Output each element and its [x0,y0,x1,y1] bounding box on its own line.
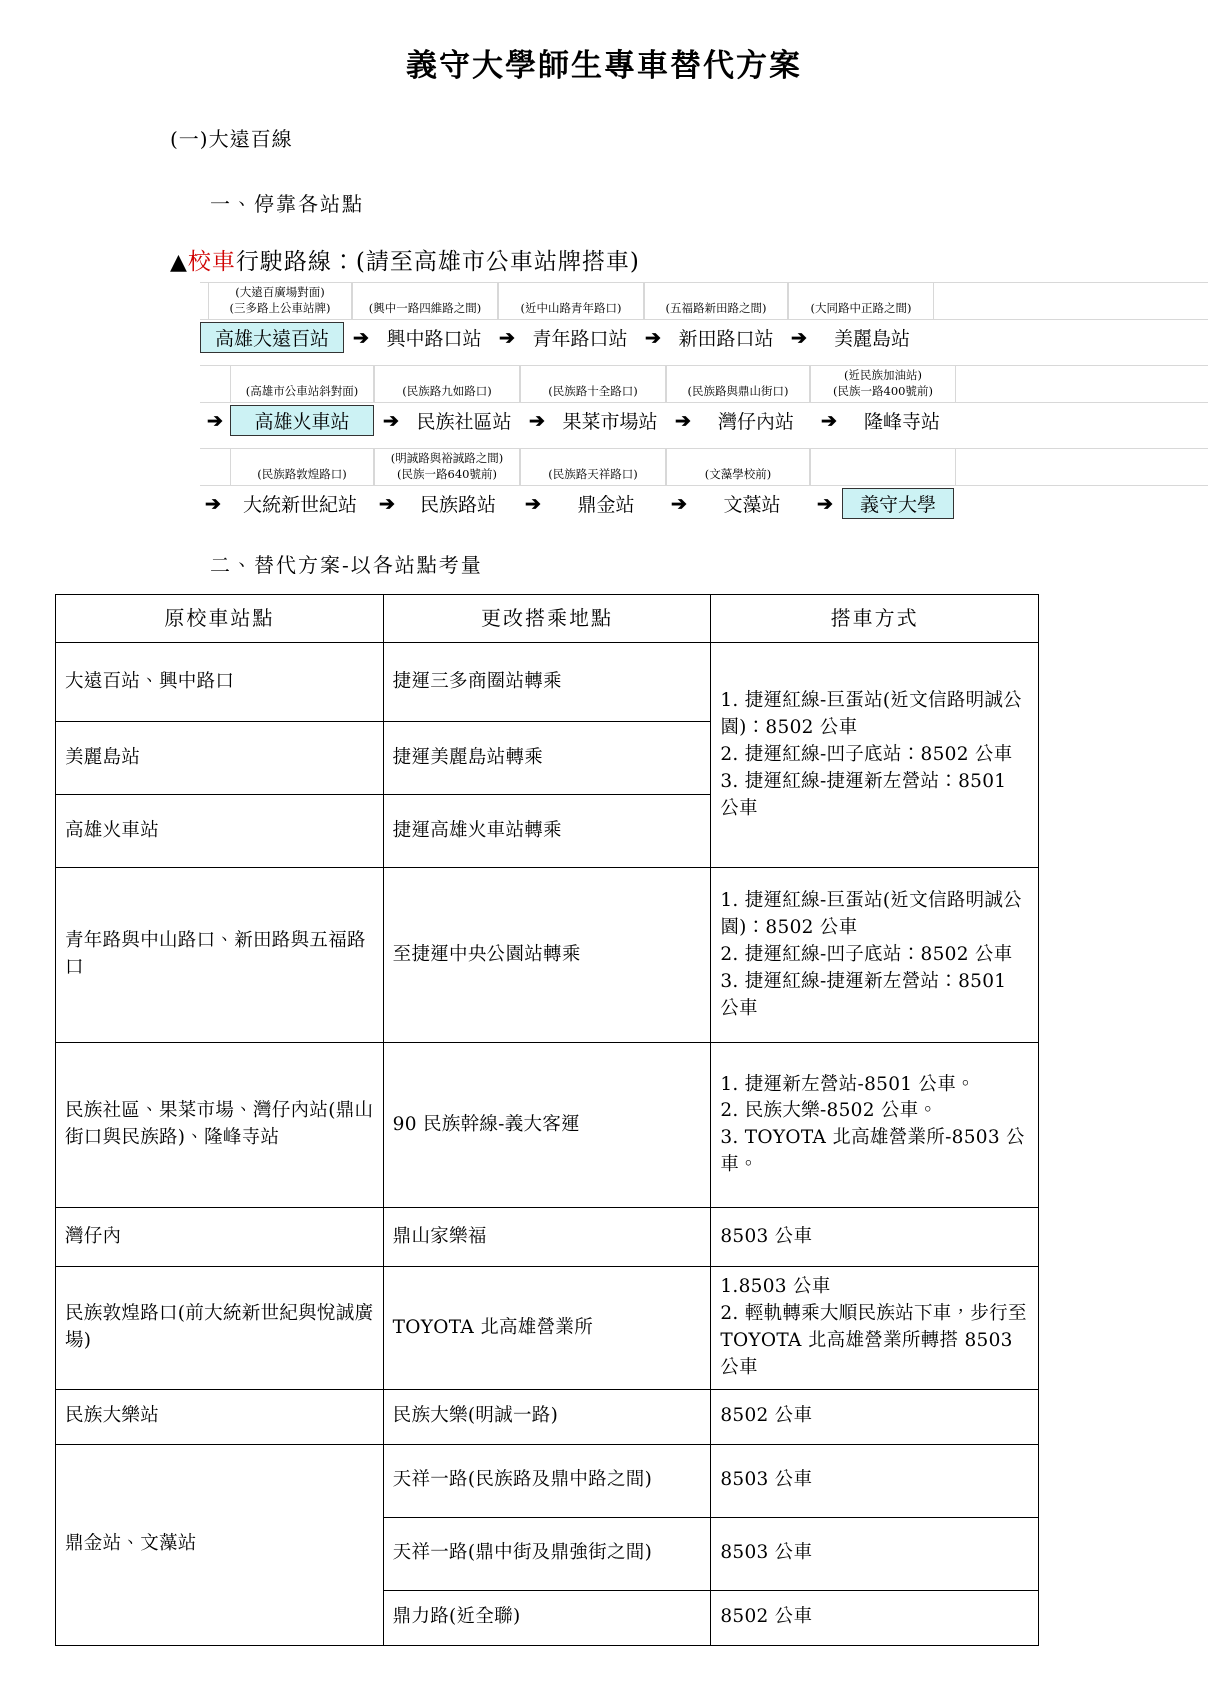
table-row [56,1208,1039,1267]
route-row [200,282,1208,353]
cell-method [711,1267,1039,1389]
method-item: 1.8503 公車 [720,1276,831,1298]
route-arrow-icon: ➔ [499,326,515,349]
route-note: (近民族加油站) (民族一路400號前) [810,366,956,402]
route-arrow-icon: ➔ [525,492,541,515]
route-note: (民族路與鼎山街口) [666,366,810,402]
route-note [810,449,956,485]
route-note: (大遠百廣場對面) (三多路上公車站牌) [208,283,352,319]
column-header-method: 搭車方式 [711,595,1039,643]
method-item: 2. 捷運紅線-凹子底站：8502 公車 [720,943,1013,965]
route-station: 美麗島站 [833,328,910,351]
route-lead-arrow-icon: ➔ [205,492,221,515]
route-station: 青年路口站 [532,328,628,351]
cell-origin: 大遠百站、興中路口 [56,643,384,722]
method-item: 8503 公車 [720,1225,813,1247]
method-item: 3. TOYOTA 北高雄營業所-8503 公車。 [720,1127,1025,1176]
route-station: 高雄火車站 [230,405,374,436]
method-list [720,1224,1029,1251]
cell-change: 天祥一路(鼎中街及鼎強街之間) [383,1517,711,1590]
table-row [56,1444,1039,1517]
method-list [720,688,1029,822]
route-notes [200,282,1208,320]
route-note: (民族路十全路口) [520,366,666,402]
route-stations [200,405,1208,436]
method-item: 1. 捷運紅線-巨蛋站(近文信路明誠公園)：8502 公車 [720,890,1023,939]
table-header-row [56,595,1039,643]
route-notes [200,365,1208,403]
alternative-plan-table [55,594,1039,1645]
cell-method [711,868,1039,1043]
route-note: (民族路天祥路口) [520,449,666,485]
route-station: 文藻站 [723,494,781,517]
cell-origin: 鼎金站、文藻站 [56,1444,384,1645]
method-item: 1. 捷運新左營站-8501 公車。 [720,1073,975,1095]
column-header-origin: 原校車站點 [56,595,384,643]
route-notes [200,448,1208,486]
cell-method [711,1208,1039,1267]
route-station: 灣仔內站 [717,411,794,434]
cell-origin: 灣仔內 [56,1208,384,1267]
method-item: 8503 公車 [720,1542,813,1564]
route-arrow-icon: ➔ [383,409,399,432]
cell-change: 捷運高雄火車站轉乘 [383,795,711,868]
route-note: (民族路九如路口) [374,366,520,402]
cell-change: 民族大樂(明誠一路) [383,1389,711,1444]
route-row [200,448,1208,519]
method-list [720,1072,1029,1179]
cell-method [711,1444,1039,1517]
table-row [56,1043,1039,1208]
cell-change: 90 民族幹線-義大客運 [383,1043,711,1208]
cell-method [711,643,1039,868]
route-note: (高雄市公車站斜對面) [230,366,374,402]
cell-origin: 高雄火車站 [56,795,384,868]
route-lead-arrow-icon: ➔ [207,409,223,432]
cell-origin: 民族大樂站 [56,1389,384,1444]
method-item: 1. 捷運紅線-巨蛋站(近文信路明誠公園)：8502 公車 [720,690,1023,739]
cell-change: TOYOTA 北高雄營業所 [383,1267,711,1389]
cell-origin: 青年路與中山路口、新田路與五福路口 [56,868,384,1043]
method-item: 8502 公車 [720,1606,813,1628]
route-arrow-icon: ➔ [379,492,395,515]
method-item: 8503 公車 [720,1469,813,1491]
route-note: (大同路中正路之間) [788,283,934,319]
route-diagram [200,282,1208,519]
triangle-bullet-icon: ▲ [170,250,188,276]
cell-method [711,1389,1039,1444]
route-station: 義守大學 [842,488,954,519]
section-heading-two: 二、替代方案-以各站點考量 [210,553,483,578]
cell-change: 鼎山家樂福 [383,1208,711,1267]
route-note: (明誠路與裕誠路之間) (民族一路640號前) [374,449,520,485]
route-row [200,365,1208,436]
table-row [56,1267,1039,1389]
route-stations [200,322,1208,353]
route-note: (五福路新田路之間) [644,283,788,319]
route-station: 大統新世紀站 [242,494,357,517]
cell-change: 捷運三多商圈站轉乘 [383,643,711,722]
route-arrow-icon: ➔ [791,326,807,349]
cell-method [711,1517,1039,1590]
route-station: 鼎金站 [577,494,635,517]
route-arrow-icon: ➔ [675,409,691,432]
route-note: (近中山路青年路口) [498,283,644,319]
cell-method [711,1590,1039,1645]
method-item: 2. 捷運紅線-凹子底站：8502 公車 [720,743,1013,765]
method-item: 2. 民族大樂-8502 公車。 [720,1100,938,1122]
route-note: (興中一路四維路之間) [352,283,498,319]
route-arrow-icon: ➔ [671,492,687,515]
cell-change: 捷運美麗島站轉乘 [383,722,711,795]
route-station: 民族社區站 [416,411,512,434]
route-station: 民族路站 [419,494,496,517]
route-note: (民族路敦煌路口) [230,449,374,485]
method-list [720,1540,1029,1567]
cell-origin: 民族敦煌路口(前大統新世紀與悅誠廣場) [56,1267,384,1389]
cell-origin: 美麗島站 [56,722,384,795]
route-stations [200,488,1208,519]
route-station: 隆峰寺站 [863,411,940,434]
section-label-a: (一)大遠百線 [170,127,293,152]
column-header-change: 更改搭乘地點 [383,595,711,643]
route-arrow-icon: ➔ [645,326,661,349]
cell-change: 至捷運中央公園站轉乘 [383,868,711,1043]
table-row [56,868,1039,1043]
method-list [720,1403,1029,1430]
route-station: 興中路口站 [386,328,482,351]
method-item: 8502 公車 [720,1405,813,1427]
route-arrow-icon: ➔ [353,326,369,349]
table-row [56,643,1039,722]
route-arrow-icon: ➔ [529,409,545,432]
route-station: 新田路口站 [678,328,774,351]
method-item: 2. 輕軌轉乘大順民族站下車，步行至 TOYOTA 北高雄營業所轉搭 8503 公車 [720,1303,1027,1378]
method-list [720,1274,1029,1381]
route-heading-red: 校車 [187,249,236,276]
cell-change: 天祥一路(民族路及鼎中路之間) [383,1444,711,1517]
table-row [56,1389,1039,1444]
route-note: (文藻學校前) [666,449,810,485]
method-list [720,1467,1029,1494]
cell-method [711,1043,1039,1208]
section-heading-one: 一、停靠各站點 [210,192,364,217]
cell-origin: 民族社區、果菜市場、灣仔內站(鼎山街口與民族路)、隆峰寺站 [56,1043,384,1208]
method-item: 3. 捷運紅線-捷運新左營站：8501 公車 [720,770,1007,819]
route-arrow-icon: ➔ [817,492,833,515]
route-arrow-icon: ➔ [821,409,837,432]
route-station: 高雄大遠百站 [200,322,344,353]
route-heading-rest: 行駛路線：(請至高雄市公車站牌搭車) [235,249,640,276]
method-list [720,1604,1029,1631]
page-title: 義守大學師生專車替代方案 [406,48,802,84]
method-list [720,888,1029,1022]
route-heading [170,243,1208,276]
method-item: 3. 捷運紅線-捷運新左營站：8501 公車 [720,970,1007,1019]
cell-change: 鼎力路(近全聯) [383,1590,711,1645]
route-station: 果菜市場站 [562,411,658,434]
